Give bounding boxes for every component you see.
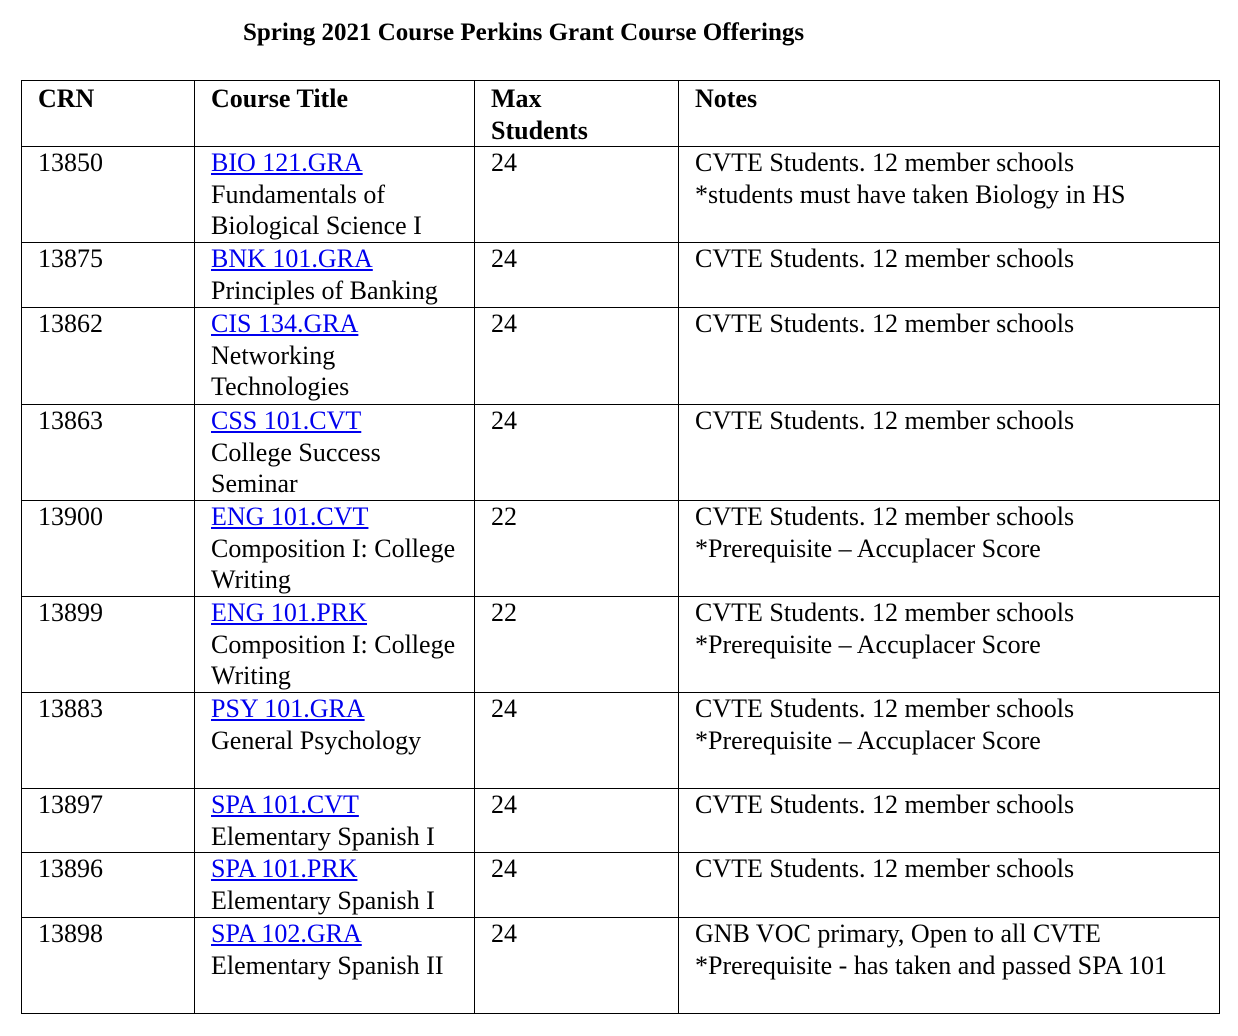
- crn-cell: 13850: [22, 147, 195, 243]
- course-code-link[interactable]: CIS 134.GRA: [211, 309, 359, 338]
- course-title-line: Elementary Spanish I: [211, 885, 435, 915]
- course-title-line: Elementary Spanish I: [211, 821, 435, 851]
- crn-cell: 13899: [22, 597, 195, 693]
- course-title-line: Elementary Spanish II: [211, 950, 444, 980]
- max-students-cell: 24: [475, 693, 679, 789]
- course-title-cell: [195, 405, 475, 501]
- note-line: GNB VOC primary, Open to all CVTE: [695, 919, 1101, 948]
- max-students-cell: 22: [475, 501, 679, 597]
- notes-cell: [679, 308, 1220, 405]
- notes-cell: [679, 918, 1220, 1014]
- table-row: [22, 853, 1220, 918]
- course-title-line: Writing: [211, 565, 291, 594]
- notes-cell: [679, 789, 1220, 853]
- crn-cell: 13897: [22, 789, 195, 853]
- note-line: *Prerequisite – Accuplacer Score: [695, 533, 1041, 563]
- course-title-cell: [195, 853, 475, 918]
- course-title-cell: [195, 693, 475, 789]
- crn-cell: 13883: [22, 693, 195, 789]
- note-line: CVTE Students. 12 member schools: [695, 854, 1075, 883]
- course-title-cell: [195, 243, 475, 308]
- course-code-link[interactable]: SPA 101.PRK: [211, 854, 358, 883]
- course-code-link[interactable]: CSS 101.CVT: [211, 406, 362, 435]
- course-title-line: Writing: [211, 661, 291, 690]
- course-offerings-table: [21, 80, 1220, 1014]
- max-students-cell: 24: [475, 853, 679, 918]
- note-line: CVTE Students. 12 member schools: [695, 309, 1075, 338]
- course-title-cell: [195, 308, 475, 405]
- notes-cell: [679, 147, 1220, 243]
- course-title-cell: [195, 147, 475, 243]
- header-max-students: [475, 81, 679, 147]
- document-title: Spring 2021 Course Perkins Grant Course Offerings: [243, 19, 805, 46]
- note-line: CVTE Students. 12 member schools: [695, 148, 1075, 177]
- note-line: CVTE Students. 12 member schools: [695, 244, 1075, 273]
- course-code-link[interactable]: ENG 101.CVT: [211, 502, 369, 531]
- table-row: [22, 243, 1220, 308]
- course-title-line: Networking: [211, 340, 336, 370]
- course-title-cell: [195, 501, 475, 597]
- header-max-students-line1: Max: [491, 84, 542, 113]
- max-students-cell: 22: [475, 597, 679, 693]
- max-students-cell: 24: [475, 147, 679, 243]
- course-title-cell: [195, 597, 475, 693]
- note-line: CVTE Students. 12 member schools: [695, 694, 1075, 723]
- note-line: CVTE Students. 12 member schools: [695, 790, 1075, 819]
- table-row: [22, 918, 1220, 1014]
- header-max-students-line2: Students: [491, 115, 588, 145]
- note-line: *Prerequisite – Accuplacer Score: [695, 629, 1041, 659]
- table-header-row: [22, 81, 1220, 147]
- header-course-title: Course Title: [195, 81, 475, 147]
- course-code-link[interactable]: SPA 102.GRA: [211, 919, 362, 948]
- note-line: CVTE Students. 12 member schools: [695, 598, 1075, 627]
- header-notes: Notes: [679, 81, 1220, 147]
- table-body: [22, 147, 1220, 1014]
- note-line: CVTE Students. 12 member schools: [695, 406, 1075, 435]
- table-row: [22, 405, 1220, 501]
- course-title-line: College Success: [211, 437, 381, 467]
- note-line: CVTE Students. 12 member schools: [695, 502, 1075, 531]
- note-line: *students must have taken Biology in HS: [695, 179, 1126, 209]
- course-code-link[interactable]: PSY 101.GRA: [211, 694, 365, 723]
- crn-cell: 13900: [22, 501, 195, 597]
- course-code-link[interactable]: BIO 121.GRA: [211, 148, 363, 177]
- course-title-line: General Psychology: [211, 725, 422, 755]
- course-code-link[interactable]: BNK 101.GRA: [211, 244, 373, 273]
- notes-cell: [679, 853, 1220, 918]
- course-title-line: Fundamentals of: [211, 179, 386, 209]
- course-title-line: Biological Science I: [211, 211, 422, 240]
- max-students-cell: 24: [475, 243, 679, 308]
- crn-cell: 13898: [22, 918, 195, 1014]
- max-students-cell: 24: [475, 918, 679, 1014]
- crn-cell: 13863: [22, 405, 195, 501]
- crn-cell: 13862: [22, 308, 195, 405]
- header-crn: CRN: [22, 81, 195, 147]
- max-students-cell: 24: [475, 308, 679, 405]
- course-title-cell: [195, 789, 475, 853]
- note-line: *Prerequisite - has taken and passed SPA 101: [695, 950, 1168, 980]
- crn-cell: 13875: [22, 243, 195, 308]
- notes-cell: [679, 693, 1220, 789]
- max-students-cell: 24: [475, 789, 679, 853]
- table-row: [22, 789, 1220, 853]
- table-row: [22, 147, 1220, 243]
- table-row: [22, 693, 1220, 789]
- notes-cell: [679, 597, 1220, 693]
- table-row: [22, 308, 1220, 405]
- table-row: [22, 597, 1220, 693]
- note-line: *Prerequisite – Accuplacer Score: [695, 725, 1041, 755]
- notes-cell: [679, 405, 1220, 501]
- crn-cell: 13896: [22, 853, 195, 918]
- course-title-line: Technologies: [211, 372, 350, 401]
- course-title-line: Principles of Banking: [211, 275, 438, 305]
- course-title-cell: [195, 918, 475, 1014]
- notes-cell: [679, 243, 1220, 308]
- notes-cell: [679, 501, 1220, 597]
- table-row: [22, 501, 1220, 597]
- max-students-cell: 24: [475, 405, 679, 501]
- course-title-line: Seminar: [211, 469, 298, 498]
- course-code-link[interactable]: SPA 101.CVT: [211, 790, 359, 819]
- course-code-link[interactable]: ENG 101.PRK: [211, 598, 368, 627]
- course-title-line: Composition I: College: [211, 533, 456, 563]
- course-title-line: Composition I: College: [211, 629, 456, 659]
